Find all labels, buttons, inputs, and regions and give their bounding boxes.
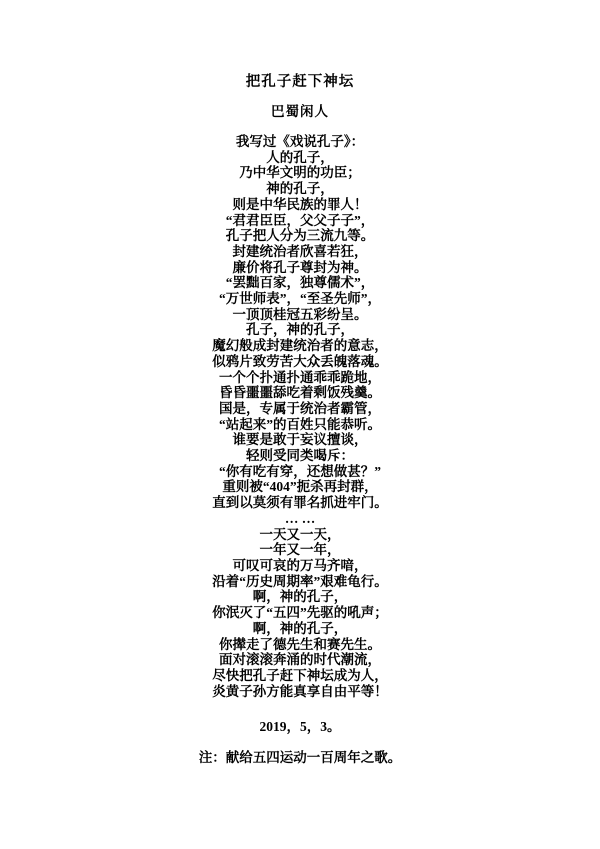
poem-line: 我写过《戏说孔子》： — [235, 134, 365, 149]
poem-line: “罢黜百家，独尊儒术”， — [225, 275, 375, 291]
poem-line: “君君臣臣，父父子子”， — [225, 212, 375, 228]
poem-line: 神的孔子， — [266, 181, 334, 197]
poem-line: 一个个扑通扑通乖乖跪地， — [219, 369, 381, 385]
poem-line: 孔子把人分为三流九等。 — [225, 228, 375, 244]
poem-line: 魔幻般成封建统治者的意志， — [212, 338, 388, 354]
poem-line: 廉价将孔子尊封为神。 — [232, 259, 368, 275]
poem-line: 啊，神的孔子， — [252, 620, 348, 636]
poem-line: 重则被“404”扼杀再封群， — [222, 479, 378, 495]
poem-line: 一顶顶桂冠五彩纷呈。 — [232, 306, 368, 322]
poem-body — [0, 134, 600, 699]
poem-author: 巴蜀闲人 — [271, 104, 329, 119]
poem-line: … … — [284, 510, 316, 526]
poem-line: 国是，专属于统治者霸管， — [219, 400, 381, 416]
poem-line: 你撵走了德先生和赛先生。 — [219, 636, 381, 652]
poem-line: 可叹可哀的万马齐喑， — [232, 557, 368, 573]
poem-line: 孔子，神的孔子， — [246, 322, 354, 338]
poem-line: 你泯灭了“五四”先驱的吼声； — [212, 605, 388, 621]
poem-line: 轻则受同类喝斥： — [246, 448, 354, 464]
poem-line: 直到以莫须有罪名抓进牢门。 — [212, 495, 388, 511]
poem-line: 昏昏噩噩舔吃着剩饭残羹。 — [219, 385, 381, 401]
poem-line: 封建统治者欣喜若狂， — [232, 243, 368, 259]
poem-title: 把孔子赶下神坛 — [245, 74, 355, 90]
poem-line: “站起来”的百姓只能恭听。 — [219, 416, 381, 432]
poem-line: 尽快把孔子赶下神坛成为人， — [212, 667, 388, 683]
poem-line: “你有吃有穿，还想做甚？” — [219, 463, 381, 479]
poem-line: 啊，神的孔子， — [252, 589, 348, 605]
poem-line: 谁要是敢于妄议擅谈， — [232, 432, 368, 448]
poem-line: 沿着“历史周期率”艰难龟行。 — [212, 573, 388, 589]
poem-line: 一年又一年， — [259, 542, 341, 558]
poem-line: 炎黄子孙方能真享自由平等！ — [212, 683, 388, 699]
poem-line: 则是中华民族的罪人！ — [232, 196, 368, 212]
poem-line: 一天又一天， — [259, 526, 341, 542]
poem-line: 乃中华文明的功臣； — [239, 165, 361, 181]
poem-line: 面对滚滚奔涌的时代潮流， — [219, 652, 381, 668]
poem-line: 人的孔子， — [266, 149, 334, 165]
poem-line: 似鸦片致劳苦大众丢魄落魂。 — [212, 353, 388, 369]
poem-date: 2019，5，3。 — [259, 719, 341, 735]
poem-note: 注：献给五四运动一百周年之歌。 — [198, 750, 402, 766]
poem-line: “万世师表”，“至圣先师”， — [219, 291, 381, 307]
